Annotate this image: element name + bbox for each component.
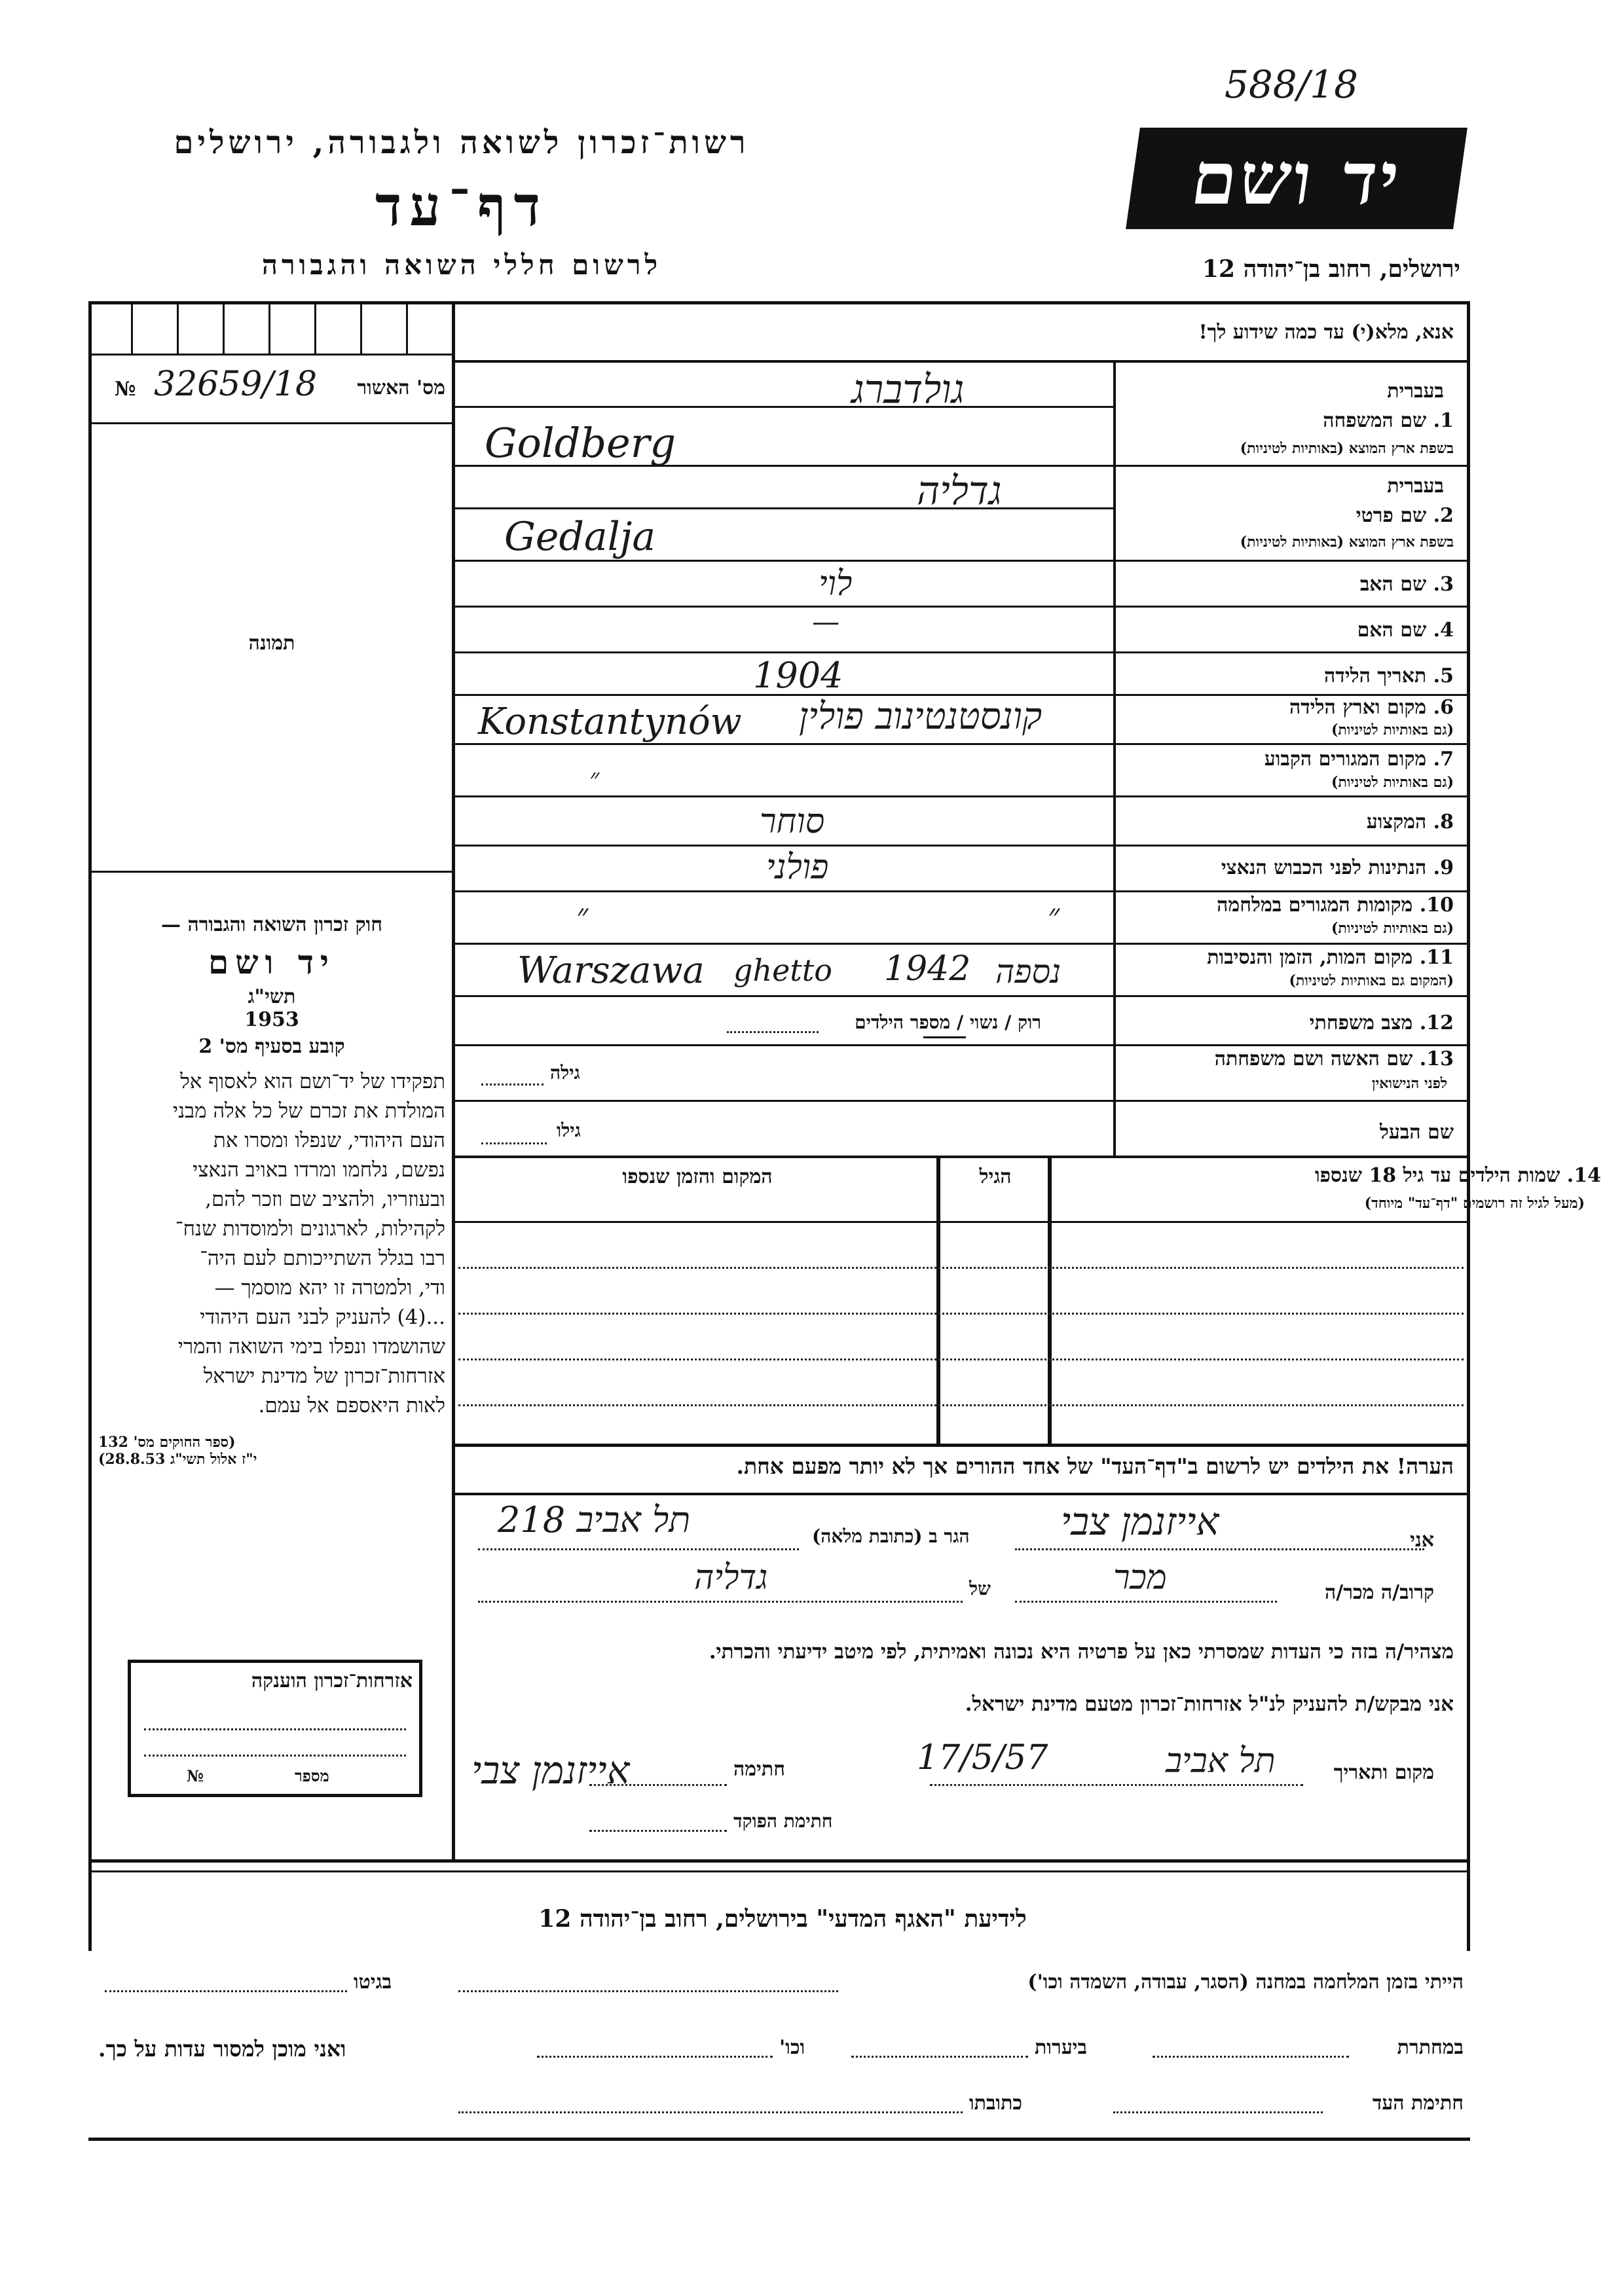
field-13-age-label: גילה [550,1062,580,1084]
law-ref-2: י"ז אלול תשי"ג 28.8.53) [98,1451,257,1468]
field-8-value: סוחר [760,802,825,841]
law-line: תפקידו של יד־ושם הוא לאסוף אל [180,1070,445,1093]
field-11-num: 11. [1419,946,1454,969]
field-10-text: מקומות המגורים במלחמה [1217,894,1413,917]
law-year: 1953 [244,1008,299,1031]
law-line: ודי, ולמטרה זו יהא מוסמך — [214,1276,445,1300]
field-11-text: מקום המות, הזמן והנסיבות [1207,946,1413,969]
field-14-text: שמות הילדים עד גיל 18 שנספו [1314,1164,1560,1187]
examiner-label: חתימת הפוקד [733,1810,833,1832]
field-1-text: שם המשפחה [1323,409,1427,432]
field-2-label [1356,504,1454,527]
field-1-label [1323,409,1454,432]
footer-ghetto: בגיטו [354,1971,392,1994]
field-6-num: 6. [1433,696,1454,719]
field-10-label [1217,894,1454,917]
note-text: הערה! את הילדים יש לרשום ב"דף־העד" של אחד ההורים אך לא יותר מפעם אחת. [736,1453,1454,1479]
law-line: שהושמדו ונפלו בימי השואה והמרי [177,1335,445,1358]
field-2-text: שם פרטי [1356,504,1427,527]
form-title: דף־עד [375,173,548,238]
field-13-label [1215,1048,1454,1070]
footer-witness-sig: חתימת העד [1372,2092,1464,2115]
field-5-value: 1904 [753,655,843,696]
yad-vashem-logo [1126,128,1467,229]
field-7-label [1264,748,1454,771]
law-ref-1: (ספר החוקים מס' 132 [98,1434,236,1451]
address-header: ירושלים, רחוב בן־יהודה 12 [1202,255,1460,283]
footer-ready: ואני מוכן למסור עדות על כך. [98,2036,346,2062]
footer-underground: במחתרת [1397,2036,1464,2059]
field-10-latin-note: (גם באותיות לטיניות) [1331,920,1454,937]
footer-forest: ביערות [1035,2036,1088,2059]
footer-line1: הייתי בזמן המלחמה במחנה (הסגר, עבודה, השמדה וכו') [1027,1971,1464,1994]
law-line: העם היהודי, שנפלו ומסרו את [213,1129,445,1152]
field-11-circumstances: נספה [995,953,1061,991]
field-3-text: שם האב [1359,573,1427,596]
approval-value: 32659/18 [154,365,318,404]
corner-mark: 588/18 [1225,62,1359,107]
field-1-origin: בשפת ארץ המוצא (באותיות לטיניות) [1240,440,1454,457]
field-2-num: 2. [1433,504,1454,527]
field-11-date: 1942 [884,949,971,989]
law-line: ובעוזריו, ולהציב שם וזכר להם, [205,1188,445,1211]
logo-text: יד ושם [1186,136,1407,221]
field-5-text: תאריך הלידה [1324,665,1427,687]
field-11-place: Warszawa [517,949,705,992]
field-7-value: ״ [589,763,600,793]
law-clause: קובע בסעיף מס' 2 [198,1035,345,1058]
field-13-sub: לפני הנישואין [1371,1075,1447,1092]
field-10-value-2: ״ [1048,897,1060,934]
husband-age-label: גילו [557,1120,581,1141]
field-6-latin-note: (גם באותיות לטיניות) [1331,721,1454,738]
law-text [98,913,445,1468]
law-line: לקהילות, לארגונים ולמוסדות שנח־ [175,1217,445,1241]
photo-label: תמונה [248,632,295,655]
place-value: תל אביב [1166,1741,1276,1781]
signature[interactable]: אייזנמן צבי [471,1748,630,1793]
field-4-text: שם האם [1357,619,1427,642]
field-13-text: שם האשה ושם משפחתה [1214,1048,1413,1070]
field-6-label [1289,696,1454,719]
field-6-text: מקום וארץ הלידה [1289,696,1427,719]
field-6-hebrew-value: קונסטנטינוב פולין [799,695,1043,738]
form-intro: אנא, מלא(י) עד כמה שידוע לך! [1198,321,1454,344]
field-12-text: מצב משפחתי [1309,1011,1413,1034]
field-8-num: 8. [1433,811,1454,833]
field-10-num: 10. [1419,894,1454,917]
field-2-hebrew-value: גדליה [917,468,1002,514]
col-age-header: הגיל [979,1165,1012,1188]
date-value: 17/5/57 [917,1738,1048,1777]
citizenship-box [128,1660,422,1797]
field-11-extra: ghetto [733,953,832,988]
law-line: לאות היאספם אל עמם. [258,1394,445,1417]
declaration-text: מצהיר/ה בזה כי העדות שמסרתי כאן על פרטיה היא נכונה ואמיתית, לפי מיטב ידיעתי והכרתי. [709,1640,1454,1664]
law-year-he: תשי"ג [248,985,296,1008]
field-10-value-1: ״ [576,897,589,934]
field-13-num: 13. [1419,1048,1454,1070]
field-14-num: 14. [1566,1164,1601,1187]
approval-no: № [115,378,136,401]
field-11-latin-note: (המקום גם באותיות לטיניות) [1289,972,1454,989]
field-5-num: 5. [1433,665,1454,687]
field-9-num: 9. [1433,856,1454,879]
institution-name: רשות־זכרון לשואה ולגבורה, ירושלים [174,124,750,161]
field-9-text: הנתינות לפני הכבוש הנאצי [1221,856,1427,879]
field-3-label [1360,573,1454,596]
field-1-in-hebrew: בעברית [1387,380,1444,403]
of-label: של [969,1578,991,1599]
col-place-header: המקום והזמן שנספו [622,1165,773,1188]
field-6-latin-value: Konstantynów [478,701,742,743]
field-2-latin-value: Gedalja [504,514,656,560]
field-1-num: 1. [1433,409,1454,432]
request-text: אני מבקש/ת להעניק לנ"ל אזרחות־זכרון מטעם מדינת ישראל. [965,1692,1454,1716]
field-7-latin-note: (גם באותיות לטיניות) [1331,774,1454,791]
husband-label: שם הבעל [1379,1121,1454,1144]
law-line: המולדת את זכרם של כל אלה מבני [172,1099,445,1123]
field-9-value: פולני [766,848,829,887]
field-7-num: 7. [1433,748,1454,771]
field-1-hebrew-value: גולדברג [851,367,965,412]
place-date-label: מקום ותאריך [1333,1761,1434,1784]
law-line: נפשם, נלחמו ומרדו באויב הנאצי [193,1158,445,1182]
field-8-label [1367,811,1454,833]
approval-label: מס' האשור [357,376,445,399]
field-5-label [1324,665,1454,687]
field-14-label [1315,1164,1601,1187]
approval-section [92,304,452,426]
field-3-num: 3. [1433,573,1454,596]
declarant-resides-label: הגר ב (כתובת מלאה) [812,1525,970,1547]
footer-etc: וכו' [779,2036,805,2059]
field-3-value: לוי [819,564,853,604]
declarant-i-label: אני [1410,1529,1434,1552]
footer-title: לידיעת "האגף המדעי" בירושלים, רחוב בן־יהודה 12 [538,1905,1027,1933]
field-4-value: — [812,606,840,638]
declarant-address: תל אביב 218 [498,1499,691,1540]
declarant-name: אייזנמן צבי [1061,1499,1219,1544]
law-body [98,1067,445,1421]
field-12-status: רוק / נשוי / מספר הילדים [855,1011,1041,1033]
field-12-label [1310,1011,1454,1034]
field-12-num: 12. [1419,1011,1454,1034]
of-name: גדליה [694,1558,768,1597]
relative-label: קרוב/ה מכר/ה [1325,1581,1434,1604]
field-9-label [1221,856,1454,879]
field-4-num: 4. [1433,619,1454,642]
field-7-text: מקום המגורים הקבוע [1264,748,1427,771]
field-8-text: המקצוע [1366,811,1427,833]
field-4-label [1357,619,1454,642]
field-1-latin-value: Goldberg [485,419,676,467]
citizenship-title: אזרחות־זכרון הוענקה [251,1669,413,1692]
field-2-in-hebrew: בעברית [1387,475,1444,498]
relation-value: מכר [1113,1558,1167,1597]
law-line: ...(4) להעניק לבני העם היהודי [200,1305,445,1329]
field-11-label [1207,946,1454,969]
law-line: רבו בגלל השתייכותם לעם היה־ [199,1247,445,1270]
citizenship-number-label: מספר [295,1766,329,1785]
field-14-sub: (מעל לגיל זה רושמים "דף־עד" מיוחד) [1364,1195,1585,1212]
citizenship-no: № [187,1766,204,1785]
law-line: אזרחות־זכרון של מדינת ישראל [203,1364,445,1388]
law-name: יד ושם [208,943,335,981]
signature-label: חתימה [733,1758,785,1781]
form-subtitle: לרשום חללי השואה והגבורה [261,249,662,281]
field-2-origin: בשפת ארץ המוצא (באותיות לטיניות) [1240,534,1454,551]
footer-address: כתובתו [969,2092,1023,2115]
law-title: חוק זכרון השואה והגבורה — [161,913,382,936]
